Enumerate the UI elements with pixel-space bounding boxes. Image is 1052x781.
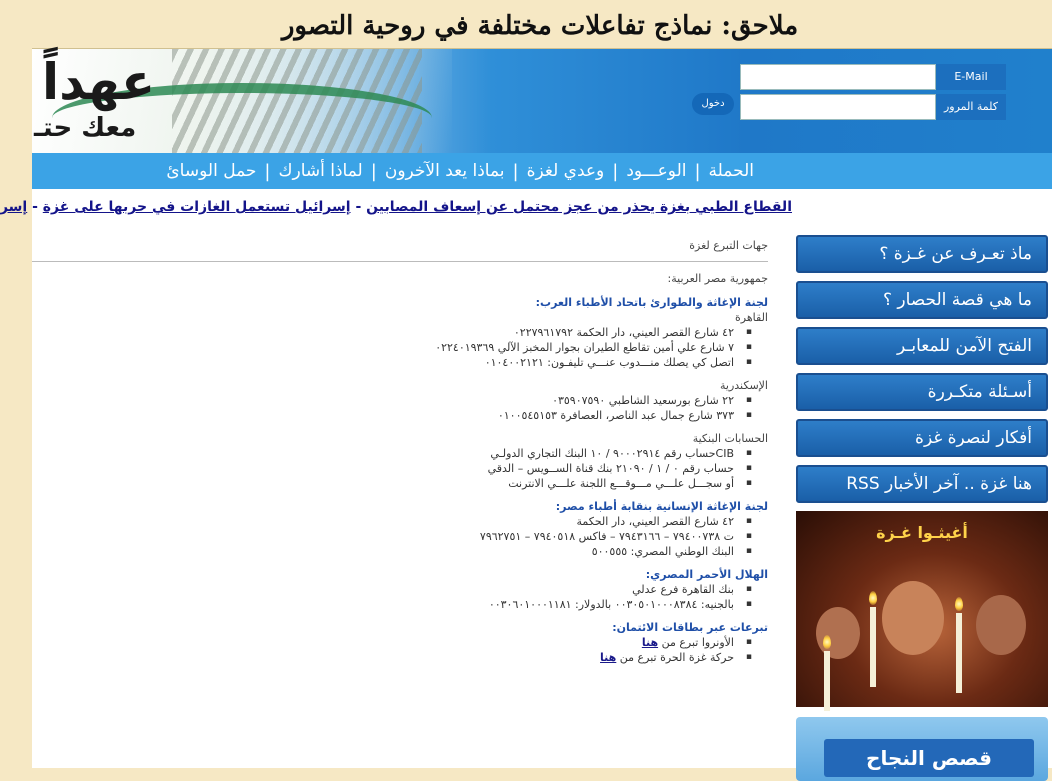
email-input[interactable] xyxy=(740,64,936,90)
ticker-link[interactable]: إسرائيل تستعمل الغازات في حربها على غزة xyxy=(42,199,351,215)
child-face xyxy=(976,595,1026,655)
nav-item-campaign[interactable]: الحملة xyxy=(708,161,754,181)
nav-separator: | xyxy=(694,160,701,182)
nav-separator: | xyxy=(264,160,271,182)
sidebar xyxy=(796,235,1048,781)
sidebar-item-open-crossings[interactable]: الفتح الآمن للمعابـر xyxy=(796,327,1048,365)
success-stories-label: قصص النجاح xyxy=(824,739,1034,777)
success-stories-box[interactable] xyxy=(796,717,1048,781)
group-city: الحسابات البنكية xyxy=(692,432,768,445)
nav-item-others[interactable]: بماذا يعد الآخرون xyxy=(384,161,505,181)
main-nav xyxy=(32,153,1052,189)
country-heading: جمهورية مصر العربية: xyxy=(667,272,768,285)
password-input[interactable] xyxy=(740,94,936,120)
site-logo[interactable] xyxy=(32,49,452,153)
photo-caption: أغيثـوا غـزة xyxy=(876,523,968,542)
nav-item-why-join[interactable]: لماذا أشارك xyxy=(278,161,363,181)
donation-group xyxy=(32,378,768,423)
list-item: ▪ بنك القاهرة فرع عدلي xyxy=(32,582,734,597)
donate-link[interactable]: هنا xyxy=(641,636,659,649)
nav-separator: | xyxy=(512,160,519,182)
list-item-text: الأونروا تبرع من xyxy=(658,636,734,649)
sidebar-item-ideas[interactable]: أفكار لنصرة غزة xyxy=(796,419,1048,457)
website-screenshot xyxy=(0,48,1052,770)
slide-title: ملاحق: نماذج تفاعلات مختلفة في روحية التصور xyxy=(281,11,799,41)
candle xyxy=(956,613,962,693)
group-heading: تبرعات عبر بطاقات الائتمان: xyxy=(612,621,768,634)
candle xyxy=(870,607,876,687)
nav-separator: | xyxy=(612,160,619,182)
nav-item-promises[interactable]: الوعـــود xyxy=(626,161,687,181)
donation-group xyxy=(32,295,768,370)
email-label: E-Mail xyxy=(936,64,1006,90)
group-city: القاهرة xyxy=(735,311,768,324)
sidebar-item-faq[interactable]: أسـئلة متكـررة xyxy=(796,373,1048,411)
sidebar-item-siege-story[interactable]: ما هي قصة الحصار ؟ xyxy=(796,281,1048,319)
news-ticker xyxy=(0,189,1052,225)
list-item: ▪ أو سجـــل علـــي مـــوقـــع اللجنة علـــي الانترنت xyxy=(32,476,734,491)
child-face xyxy=(816,607,860,659)
logo-sub-text: معك حتـ xyxy=(34,113,137,143)
group-heading: لجنة الإغاثة والطوارئ باتحاد الأطباء العرب: xyxy=(535,296,768,309)
divider xyxy=(32,261,768,262)
list-item: ▪ ٣٧٣ شارع جمال عبد الناصر، العصافرة ٠١٠٠٥٤٥١٥٣ xyxy=(32,408,734,423)
list-item: ▪ بالجنيه: ٠٠٣٠٥٠١٠٠٠٨٣٨٤ بالدولار: ٠٠٣٠٦٠١٠٠٠١١٨١ xyxy=(32,597,734,612)
candle xyxy=(824,651,830,711)
nav-item-my-promise[interactable]: وعدي لغزة xyxy=(526,161,605,181)
candle-flame xyxy=(823,635,831,649)
donation-content xyxy=(32,235,782,769)
list-item: ▪ CIBحساب رقم ٩٠٠٠٢٩١٤ / ١٠ البنك التجاري الدولـي xyxy=(32,446,734,461)
list-item: ▪ ٧ شارع علي أمين تقاطع الطيران بجوار المخبز الآلي ٠٢٢٤٠١٩٣٦٩ xyxy=(32,340,734,355)
list-item: ▪ ٢٢ شارع بورسعيد الشاطبي ٠٣٥٩٠٧٥٩٠ xyxy=(32,393,734,408)
login-button[interactable]: دخول xyxy=(692,93,734,115)
group-heading: لجنة الإغاثة الإنسانية بنقابة أطباء مصر: xyxy=(555,500,768,513)
donation-group xyxy=(32,620,768,665)
donation-group xyxy=(32,499,768,559)
login-box xyxy=(701,63,1030,123)
donation-group xyxy=(32,567,768,612)
nav-separator: | xyxy=(370,160,377,182)
list-item: ▪ ٤٢ شارع القصر العيني، دار الحكمة ٠٢٢٧٩٦١٧٩٢ xyxy=(32,325,734,340)
campaign-photo[interactable] xyxy=(796,511,1048,707)
list-item: ▪ حساب رقم ٠ / ١ / ٢١٠٩٠ بنك قناة الســويس – الدقي xyxy=(32,461,734,476)
group-city: الإسكندرية xyxy=(720,379,768,392)
candle-flame xyxy=(955,597,963,611)
child-face xyxy=(882,581,944,655)
ticker-separator: - xyxy=(27,199,43,215)
list-item xyxy=(32,635,734,650)
ticker-link[interactable]: القطاع الطبي بغزة يحذر من عجز محتمل عن إسعاف المصابين xyxy=(366,199,792,215)
password-label: كلمة المرور xyxy=(936,94,1006,120)
ticker-link[interactable]: إسر xyxy=(0,199,28,215)
site-header xyxy=(32,49,1052,153)
logo-main-text: عهداً xyxy=(42,53,156,111)
list-item: ▪ ت ٧٩٤٠٠٧٣٨ – ٧٩٤٣١٦٦ – فاكس ٧٩٤٠٥١٨ – ٧٩٦٢٧٥١ xyxy=(32,529,734,544)
candle-flame xyxy=(869,591,877,605)
content-title: جهات التبرع لغزة xyxy=(689,239,768,252)
donate-link[interactable]: هنا xyxy=(600,651,617,664)
list-item xyxy=(32,650,734,665)
list-item: ▪ البنك الوطني المصري: ٥٠٠٥٥٥ xyxy=(32,544,734,559)
sidebar-item-rss-news[interactable]: هنا غزة .. آخر الأخبار RSS xyxy=(796,465,1048,503)
nav-item-downloads[interactable]: حمل الوسائ xyxy=(166,161,257,181)
ticker-separator: - xyxy=(350,199,367,215)
list-item-text: حركة غزة الحرة تبرع من xyxy=(616,651,734,664)
group-heading: الهلال الأحمر المصري: xyxy=(645,568,768,581)
list-item: ▪ ٤٢ شارع القصر العيني، دار الحكمة xyxy=(32,514,734,529)
sidebar-item-about-gaza[interactable]: ماذ تعـرف عن غـزة ؟ xyxy=(796,235,1048,273)
donation-group xyxy=(32,431,768,491)
list-item: ▪ اتصل كي يصلك منـــدوب عنـــي تليفـون: ٠١٠٤٠٠٢١٢١ xyxy=(32,355,734,370)
